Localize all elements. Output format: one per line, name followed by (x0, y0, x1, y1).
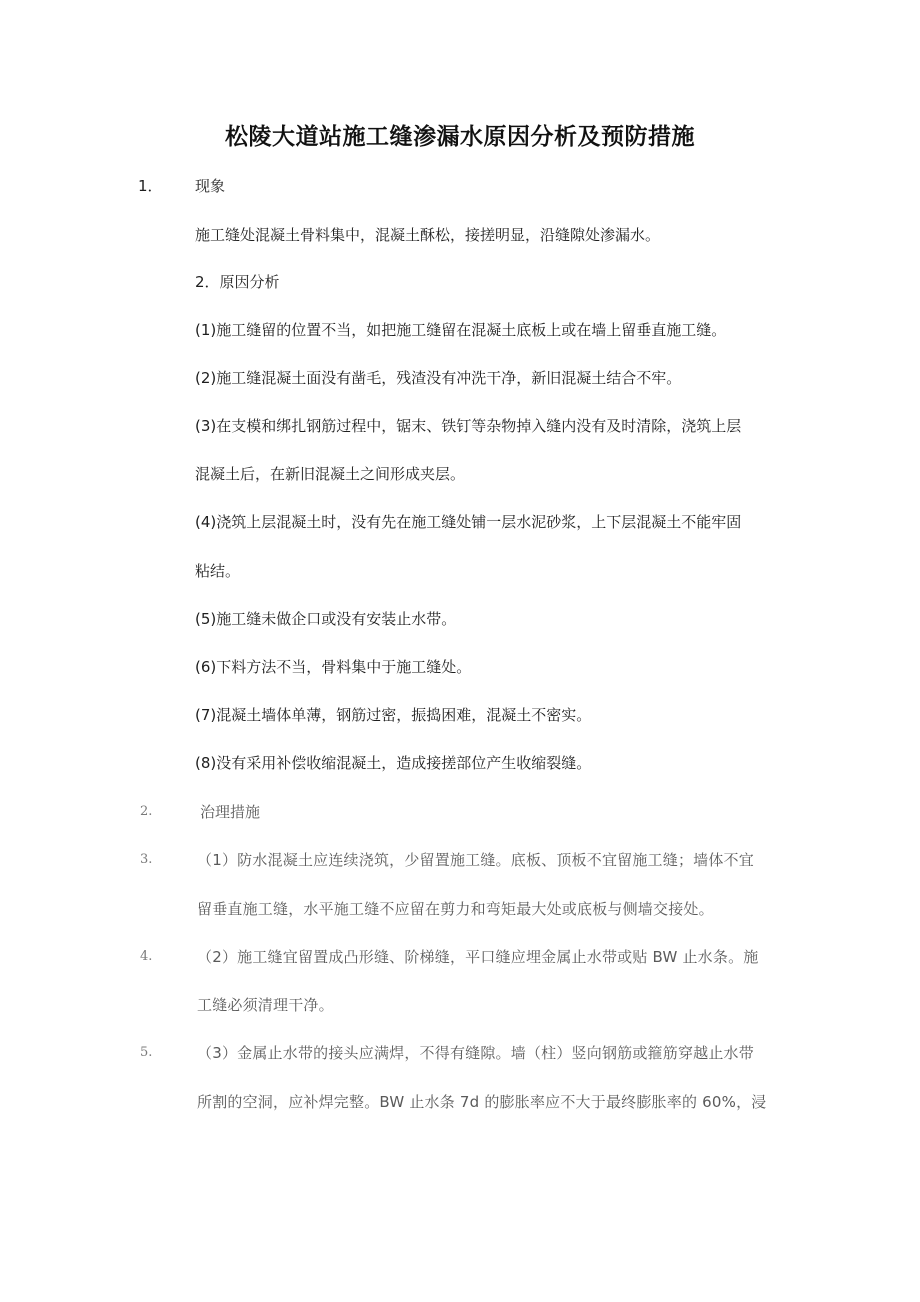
cause-item-2: (2)施工缝混凝土面没有凿毛，残渣没有冲洗干净，新旧混凝土结合不牢。 (195, 369, 682, 387)
section-2-heading: 2．原因分析 (195, 273, 280, 291)
measures-number: 2. (140, 804, 153, 819)
cause-item-7: (7)混凝土墙体单薄，钢筋过密，振捣困难，混凝土不密实。 (195, 706, 592, 724)
document-title: 松陵大道站施工缝渗漏水原因分析及预防措施 (225, 123, 695, 150)
cause-item-4-continued: 粘结。 (195, 562, 241, 580)
measure-3-line-1: （3）金属止水带的接头应满焊，不得有缝隙。墙（柱）竖向钢筋或箍筋穿越止水带 (197, 1044, 754, 1062)
cause-item-3-continued: 混凝土后，在新旧混凝土之间形成夹层。 (195, 465, 466, 483)
section-1-body: 施工缝处混凝土骨料集中，混凝土酥松，接搓明显，沿缝隙处渗漏水。 (195, 226, 661, 244)
measure-1-line-2: 留垂直施工缝，水平施工缝不应留在剪力和弯矩最大处或底板与侧墙交接处。 (197, 900, 714, 918)
measure-2-number: 4. (140, 949, 153, 964)
measure-1-line-1: （1）防水混凝土应连续浇筑，少留置施工缝。底板、顶板不宜留施工缝；墙体不宜 (197, 851, 754, 869)
measures-heading: 治理措施 (200, 803, 261, 821)
section-1-number: 1． (138, 177, 163, 195)
measure-3-line-2: 所割的空洞，应补焊完整。BW 止水条 7d 的膨胀率应不大于最终膨胀率的 60%，浸 (197, 1093, 767, 1111)
measure-2-line-2: 工缝必须清理干净。 (197, 996, 334, 1014)
measure-1-number: 3. (140, 852, 153, 867)
cause-item-4: (4)浇筑上层混凝土时，没有先在施工缝处铺一层水泥砂浆，上下层混凝土不能牢固 (195, 513, 742, 531)
cause-item-3: (3)在支模和绑扎钢筋过程中，锯末、铁钉等杂物掉入缝内没有及时清除，浇筑上层 (195, 417, 742, 435)
cause-item-1: (1)施工缝留的位置不当，如把施工缝留在混凝土底板上或在墙上留垂直施工缝。 (195, 321, 727, 339)
section-1-heading: 现象 (195, 177, 226, 195)
cause-item-8: (8)没有采用补偿收缩混凝土，造成接搓部位产生收缩裂缝。 (195, 754, 592, 772)
cause-item-6: (6)下料方法不当，骨料集中于施工缝处。 (195, 658, 472, 676)
measure-3-number: 5. (140, 1045, 153, 1060)
measure-2-line-1: （2）施工缝宜留置成凸形缝、阶梯缝，平口缝应埋金属止水带或贴 BW 止水条。施 (197, 948, 759, 966)
cause-item-5: (5)施工缝未做企口或没有安装止水带。 (195, 610, 457, 628)
